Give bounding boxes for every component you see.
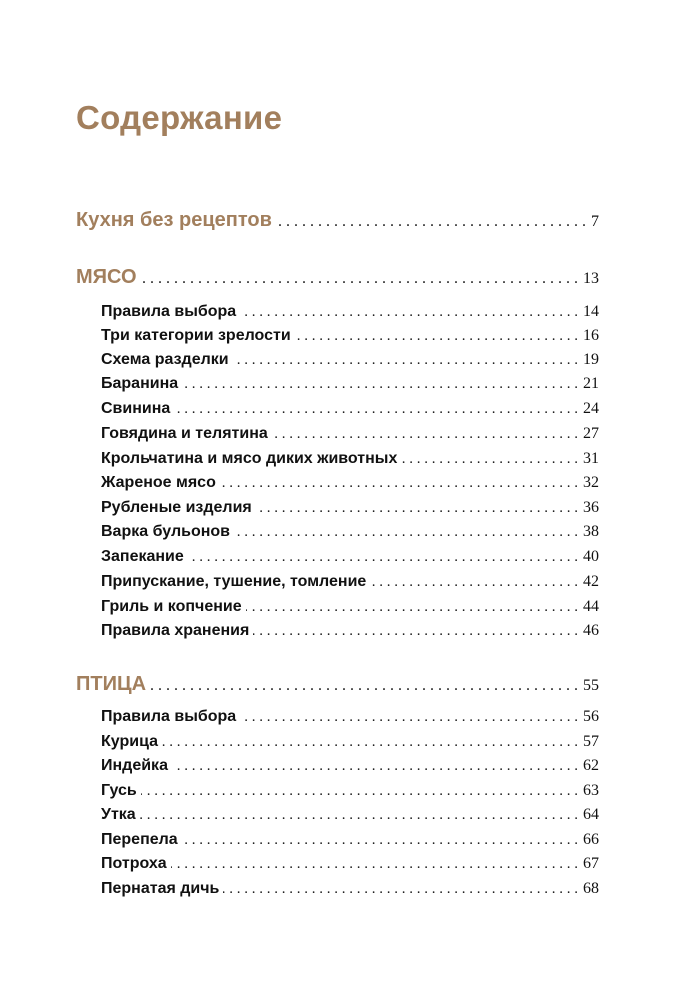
toc-entry-title: Индейка (101, 757, 168, 774)
dot-leader (240, 709, 578, 726)
toc-entry-title: Запекание (101, 548, 184, 565)
dot-leader (182, 376, 578, 393)
toc-entry-page: 21 (583, 375, 599, 392)
dot-leader (141, 270, 578, 288)
toc-entry-page: 62 (583, 757, 599, 774)
dot-leader (272, 426, 578, 443)
dot-leader (253, 623, 578, 640)
toc-entry[interactable] (101, 757, 599, 775)
dot-leader (234, 524, 578, 541)
toc-entry-title: Правила хранения (101, 622, 250, 639)
toc-entry-title: Свинина (101, 400, 171, 417)
toc-entry-page: 56 (583, 708, 599, 725)
toc-entry-title: Варка бульонов (101, 523, 230, 540)
dot-leader (162, 734, 578, 751)
toc-entry-page: 40 (583, 548, 599, 565)
toc-section-poultry[interactable] (76, 673, 599, 696)
toc-entry-page: 24 (583, 400, 599, 417)
dot-leader (256, 500, 578, 517)
toc-entry-title: Баранина (101, 375, 179, 392)
toc-entry[interactable] (101, 806, 599, 824)
toc-entry[interactable] (101, 708, 599, 726)
toc-entry-page: 27 (583, 425, 599, 442)
toc-entry[interactable] (101, 375, 599, 393)
dot-leader (141, 783, 578, 800)
toc-entry[interactable] (101, 351, 599, 369)
toc-entry-page: 44 (583, 598, 599, 615)
toc-entry-page: 42 (583, 573, 599, 590)
toc-entry-title: Правила выбора (101, 708, 237, 725)
toc-entry[interactable] (101, 450, 599, 468)
toc-entry[interactable] (101, 831, 599, 849)
toc-section-title: МЯСО (76, 266, 137, 288)
dot-leader (188, 549, 578, 566)
toc-entry[interactable] (101, 327, 599, 345)
toc-entry-page: 67 (583, 855, 599, 872)
toc-entry-title: Утка (101, 806, 136, 823)
toc-entry-page: 19 (583, 351, 599, 368)
toc-entry[interactable] (101, 474, 599, 492)
toc-entry[interactable] (101, 733, 599, 751)
toc-entry[interactable] (101, 598, 599, 616)
dot-leader (172, 758, 578, 775)
toc-entry-title: Правила выбора (101, 303, 237, 320)
toc-entry[interactable] (101, 855, 599, 873)
dot-leader (240, 304, 578, 321)
toc-entry[interactable] (101, 548, 599, 566)
toc-entry[interactable] (101, 425, 599, 443)
toc-entry-page: 7 (591, 213, 599, 230)
dot-leader (150, 677, 578, 695)
toc-entry-intro[interactable] (76, 209, 599, 232)
toc-entry-page: 57 (583, 733, 599, 750)
toc-entry-title: Схема разделки (101, 351, 229, 368)
dot-leader (233, 352, 578, 369)
toc-entry[interactable] (101, 400, 599, 418)
toc-entry-page: 16 (583, 327, 599, 344)
toc-entry-page: 38 (583, 523, 599, 540)
dot-leader (174, 401, 578, 418)
toc-entry-page: 46 (583, 622, 599, 639)
toc-entry-page: 32 (583, 474, 599, 491)
toc-entry-title: Гусь (101, 782, 137, 799)
dot-leader (171, 856, 578, 873)
dot-leader (220, 475, 578, 492)
dot-leader (401, 451, 578, 468)
toc-entry-title: Рубленые изделия (101, 499, 252, 516)
toc-entry-title: Жареное мясо (101, 474, 216, 491)
toc-entry[interactable] (101, 880, 599, 898)
toc-entry-title: Гриль и копчение (101, 598, 242, 615)
toc-entry-page: 68 (583, 880, 599, 897)
page-title: Содержание (76, 99, 283, 136)
toc-section-page: 13 (583, 270, 599, 287)
dot-leader (295, 328, 578, 345)
toc-entry-page: 36 (583, 499, 599, 516)
toc-entry-title: Потроха (101, 855, 167, 872)
toc-entry[interactable] (101, 782, 599, 800)
toc-entry-page: 64 (583, 806, 599, 823)
toc-entry-page: 66 (583, 831, 599, 848)
toc-entry-title: Кухня без рецептов (76, 209, 272, 231)
toc-section-title: ПТИЦА (76, 673, 147, 695)
toc-entry-title: Говядина и телятина (101, 425, 268, 442)
dot-leader (182, 832, 578, 849)
toc-entry[interactable] (101, 303, 599, 321)
toc-entry-title: Пернатая дичь (101, 880, 220, 897)
toc-entry[interactable] (101, 523, 599, 541)
toc-section-page: 55 (583, 677, 599, 694)
toc-entry[interactable] (101, 499, 599, 517)
toc-entry-title: Перепела (101, 831, 178, 848)
toc-entry-page: 31 (583, 450, 599, 467)
toc-entry-title: Курица (101, 733, 158, 750)
dot-leader (276, 213, 586, 231)
toc-entry-page: 63 (583, 782, 599, 799)
toc-entry[interactable] (101, 573, 599, 591)
toc-entry-title: Припускание, тушение, томление (101, 573, 367, 590)
toc-entry-page: 14 (583, 303, 599, 320)
toc-entry[interactable] (101, 622, 599, 640)
toc-entry-title: Крольчатина и мясо диких животных (101, 450, 398, 467)
dot-leader (223, 881, 578, 898)
toc-section-meat[interactable] (76, 266, 599, 289)
dot-leader (246, 599, 578, 616)
dot-leader (370, 574, 578, 591)
toc-entry-title: Три категории зрелости (101, 327, 291, 344)
dot-leader (140, 807, 578, 824)
